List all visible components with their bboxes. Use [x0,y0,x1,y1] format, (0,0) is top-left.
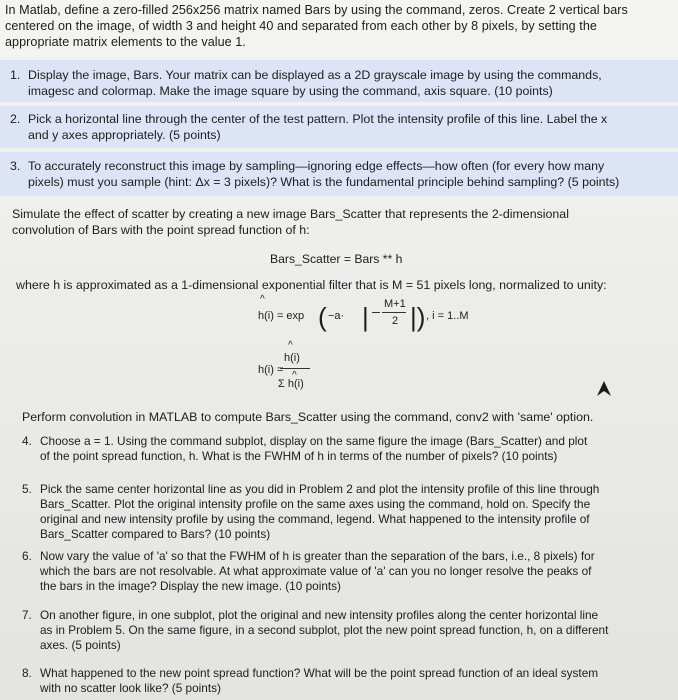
question-line: original and new intensity profile by using the command, legend. What happened to the intensity profile of [40,512,590,526]
formula-top: h(i) [284,352,300,364]
question-number: 4. [22,434,32,448]
question-line: Now vary the value of 'a' so that the FWHM of h is greater than the separation of the bars, i.e., 8 pixels) for [40,549,595,563]
convolution-equation: Bars_Scatter = Bars ** h [270,252,403,266]
frac-line [382,312,406,313]
question-line: of the point spread function, h. What is the FWHM of h in terms of the number of pixels? (10 points) [40,449,558,463]
formula-bot: Σ h(i) [278,378,304,390]
question-line: and y axes appropriately. (5 points) [28,127,221,142]
question-number: 2. [10,112,21,126]
question-line: axes. (5 points) [40,638,121,652]
frac-top: M+1 [384,298,406,310]
question-line: as in Problem 5. On the same figure, in a second subplot, plot the new point spread function, h, on a different [40,623,609,637]
bracket-icon: ( [318,302,327,332]
bracket-icon: |) [410,302,426,332]
simulate-line: Simulate the effect of scatter by creating a new image Bars_Scatter that represents the 2-dimensional [12,207,569,221]
question-line: Bars_Scatter. Plot the original intensity profile on the same axes using the command, hold on. Specify the [40,497,591,511]
perform-statement: Perform convolution in MATLAB to compute Bars_Scatter using the command, conv2 with 'same' option. [22,410,594,424]
question-line: the bars in the image? Display the new image. (10 points) [40,579,341,593]
minus-line [372,312,380,313]
hat-icon: ^ [288,340,293,351]
question-line: On another figure, in one subplot, plot the original and new intensity profiles along the center horizontal line [40,608,599,622]
cursor-arrow-icon [596,380,612,398]
question-line: To accurately reconstruct this image by sampling—ignoring edge effects—how often (for every how many [28,159,605,173]
intro-line: appropriate matrix elements to the value 1. [5,35,246,49]
question-line: Display the image, Bars. Your matrix can be displayed as a 2D grayscale image by using the commands, [28,68,602,82]
where-statement: where h is approximated as a 1-dimensional exponential filter that is M = 51 pixels long, normalized to unity: [16,278,607,292]
formula-lhs: h(i) = [258,364,284,376]
question-line: Bars_Scatter compared to Bars? (10 points) [40,527,271,541]
formula-minus: −a· [328,310,345,322]
hat-icon: ^ [292,370,297,381]
simulate-paragraph [12,206,672,238]
question-line: Choose a = 1. Using the command subplot, display on the same figure the image (Bars_Scatter) and plot [40,434,588,448]
question-line: Pick the same center horizontal line as you did in Problem 2 and plot the intensity profile of this line through [40,482,600,496]
frac-bot: 2 [392,315,399,327]
hat-icon: ^ [260,294,265,305]
simulate-line: convolution of Bars with the point spread function of h: [12,223,310,237]
formula-lhs: h(i) = exp [258,310,305,322]
question-number: 5. [22,482,32,496]
question-line: which the bars are not resolvable. At what approximate value of 'a' can you no longer resolve the peaks of [40,564,592,578]
question-line: What happened to the new point spread function? What will be the point spread function of an ideal system [40,666,599,680]
frac-line [280,368,310,369]
question-line: imagesc and colormap. Make the image square by using the command, axis square. (10 points) [28,83,553,98]
intro-line: centered on the image, of width 3 and height 40 and separated from each other by 8 pixels, by setting the [5,19,597,33]
question-line: Pick a horizontal line through the center of the test pattern. Plot the intensity profile of this line. Label the x [28,112,608,126]
question-number: 3. [10,159,21,173]
bar-icon: | [362,302,369,332]
intro-paragraph [5,2,675,50]
question-number: 1. [10,68,21,82]
question-number: 6. [22,549,32,563]
question-line: with no scatter look like? (5 points) [40,681,221,695]
intro-line: In Matlab, define a zero-filled 256x256 matrix named Bars by using the command, zeros. Create 2 vertical bars [5,3,628,17]
question-number: 7. [22,608,32,622]
formula-tail: , i = 1..M [426,310,469,322]
question-line: pixels) must you sample (hint: Δx = 3 pixels)? What is the fundamental principle behind sampling? (5 points) [28,174,620,189]
question-number: 8. [22,666,32,680]
